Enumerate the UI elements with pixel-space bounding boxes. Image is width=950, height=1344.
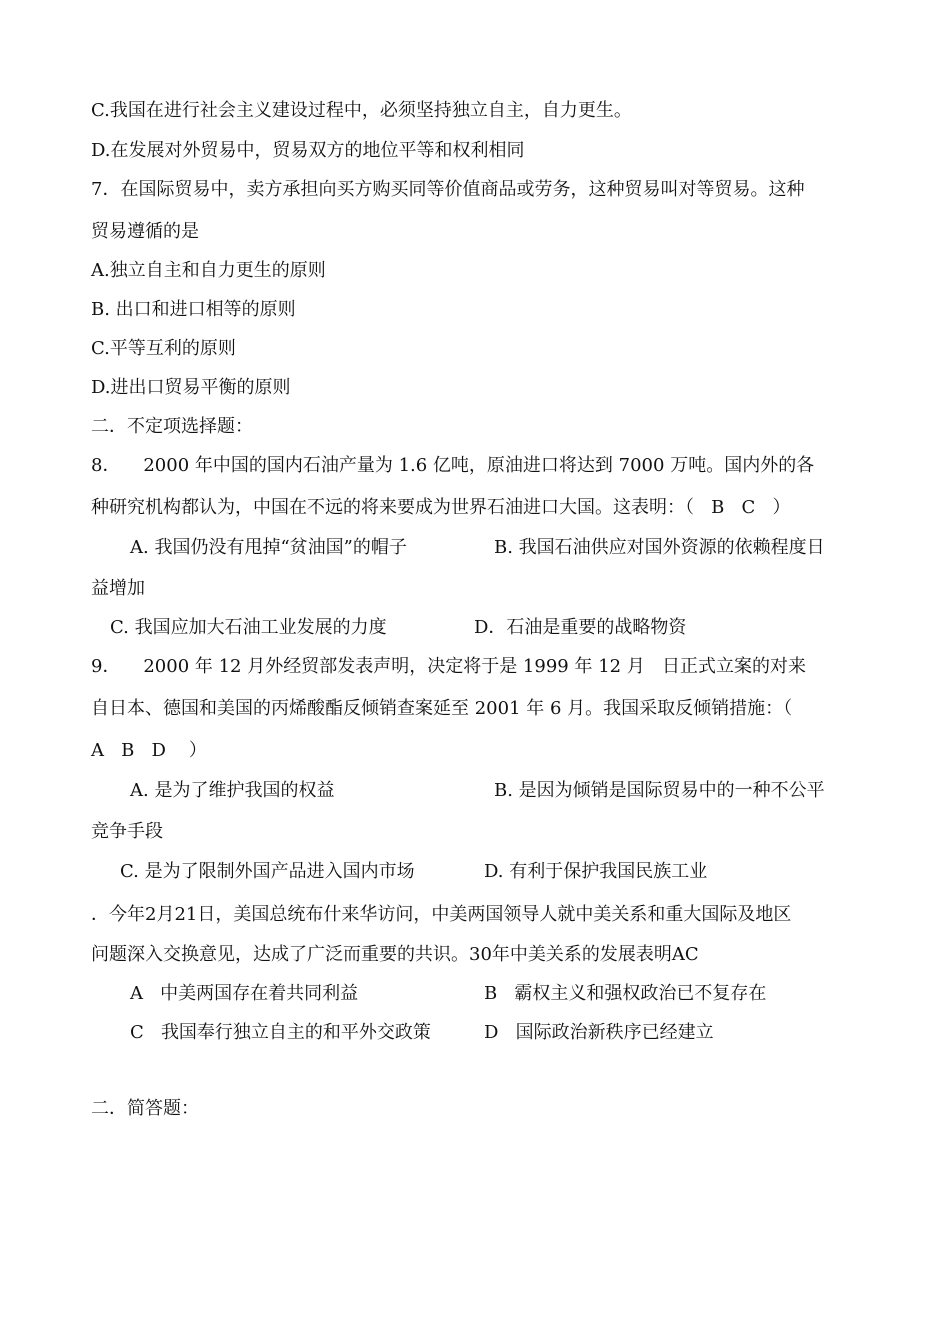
- q8-option-b: B. 我国石油供应对国外资源的依赖程度日: [494, 537, 825, 558]
- q9-option-c: C. 是为了限制外国产品进入国内市场: [120, 861, 415, 882]
- q8-option-c: C. 我国应加大石油工业发展的力度: [110, 617, 387, 638]
- q6-option-c: C.我国在进行社会主义建设过程中，必须坚持独立自主，自力更生。: [91, 100, 632, 121]
- q7-option-c: C.平等互利的原则: [91, 338, 236, 359]
- q8-option-a: A. 我国仍没有甩掉“贫油国”的帽子: [130, 537, 407, 558]
- q10-stem-line-2: 问题深入交换意见，达成了广泛而重要的共识。30年中美关系的发展表明AC: [91, 944, 699, 965]
- q10-option-a: A 中美两国存在着共同利益: [130, 983, 359, 1004]
- q9-stem-line-1: 9． 2000 年 12 月外经贸部发表声明，决定将于是 1999 年 12 月 日正式立案的对来: [91, 656, 806, 677]
- q7-option-d: D.进出口贸易平衡的原则: [91, 377, 291, 398]
- q8-option-b-continued: 益增加: [91, 578, 145, 599]
- q9-stem-line-2: 自日本、德国和美国的丙烯酸酯反倾销查案延至 2001 年 6 月。我国采取反倾销措施：（: [91, 698, 793, 719]
- q7-option-b: B. 出口和进口相等的原则: [91, 299, 296, 320]
- q9-option-b: B. 是因为倾销是国际贸易中的一种不公平: [494, 780, 825, 801]
- q7-stem-line-2: 贸易遵循的是: [91, 221, 199, 242]
- q8-stem-line-1: 8． 2000 年中国的国内石油产量为 1.6 亿吨，原油进口将达到 7000 万吨。国内外的各: [91, 455, 815, 476]
- q10-option-c: C 我国奉行独立自主的和平外交政策: [130, 1022, 431, 1043]
- q8-option-d: D．石油是重要的战略物资: [474, 617, 687, 638]
- q7-option-a: A.独立自主和自力更生的原则: [91, 260, 326, 281]
- q10-option-d: D 国际政治新秩序已经建立: [484, 1022, 714, 1043]
- q8-stem-line-2: 种研究机构都认为，中国在不远的将来要成为世界石油进口大国。这表明：（ B C ）: [91, 497, 791, 518]
- q10-option-b: B 霸权主义和强权政治已不复存在: [484, 983, 767, 1004]
- q9-option-d: D. 有利于保护我国民族工业: [484, 861, 708, 882]
- section-3-heading: 二．简答题：: [91, 1098, 199, 1119]
- q9-option-b-continued: 竞争手段: [91, 821, 163, 842]
- q6-option-d: D.在发展对外贸易中，贸易双方的地位平等和权利相同: [91, 140, 525, 161]
- q9-stem-line-3: A B D ）: [91, 740, 207, 761]
- q7-stem-line-1: 7．在国际贸易中，卖方承担向买方购买同等价值商品或劳务，这种贸易叫对等贸易。这种: [91, 179, 805, 200]
- section-2-heading: 二．不定项选择题：: [91, 416, 253, 437]
- q10-stem-line-1: ．今年2月21日，美国总统布什来华访问，中美两国领导人就中美关系和重大国际及地区: [91, 904, 792, 925]
- q9-option-a: A. 是为了维护我国的权益: [130, 780, 335, 801]
